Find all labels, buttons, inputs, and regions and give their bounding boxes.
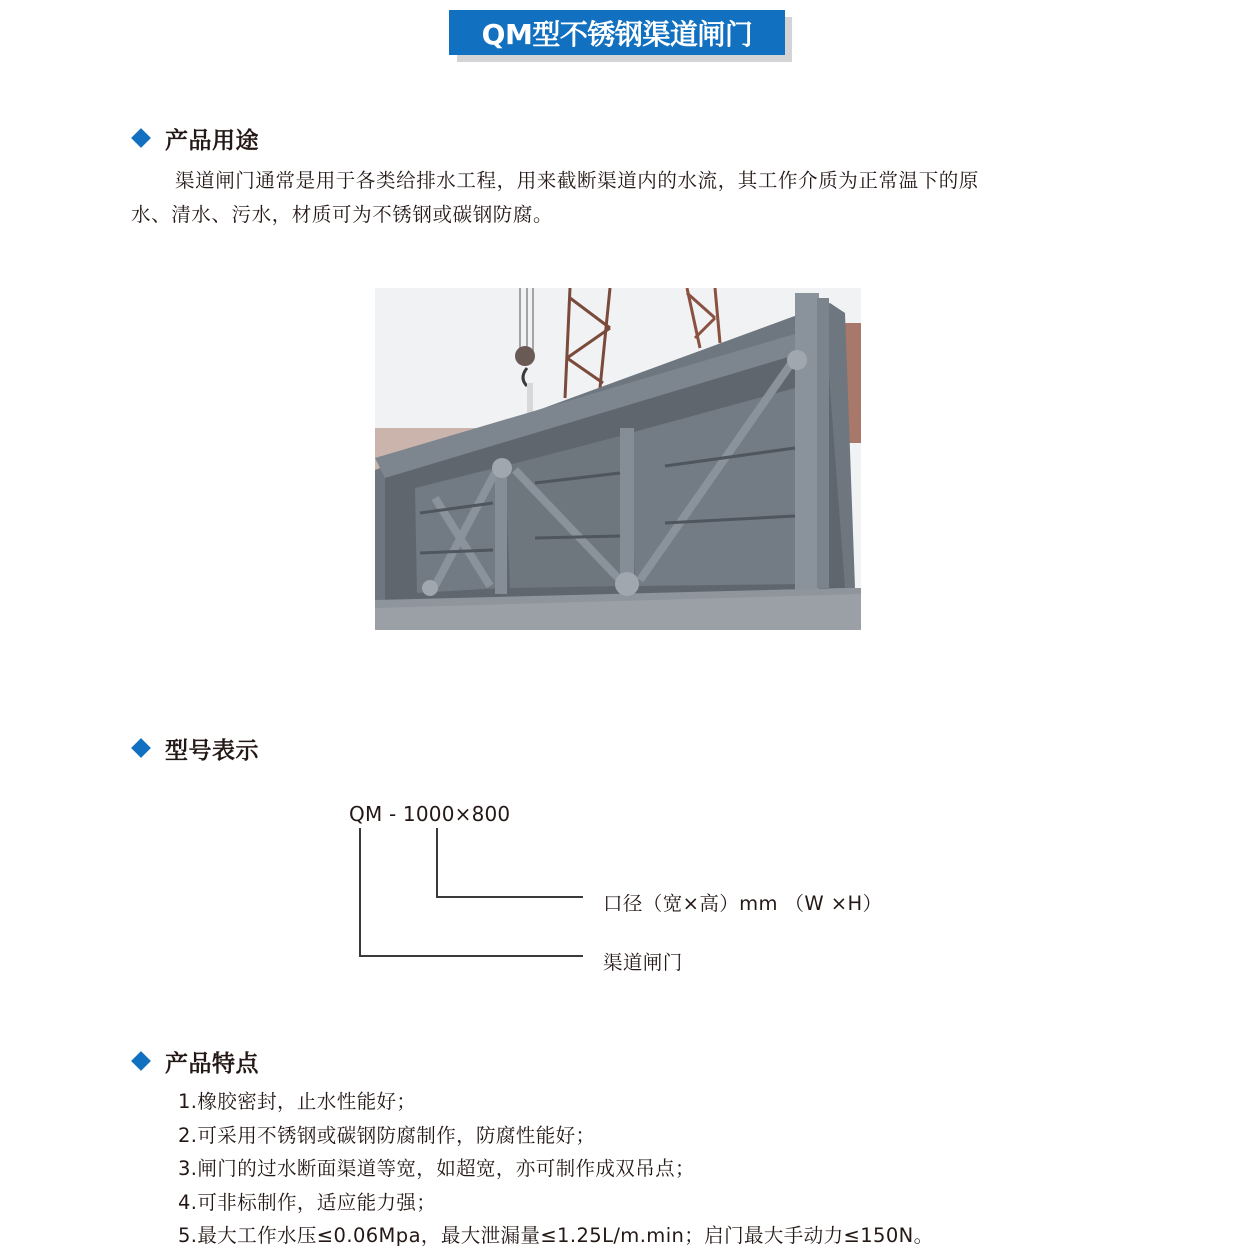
connector-line-size-vertical (436, 828, 438, 897)
connector-line-type-vertical (359, 828, 361, 957)
connector-line-size-horizontal (436, 896, 583, 898)
feature-item: 2.可采用不锈钢或碳钢防腐制作，防腐性能好； (178, 1123, 596, 1147)
model-label-type: 渠道闸门 (603, 951, 683, 974)
feature-item: 5.最大工作水压≤0.06Mpa，最大泄漏量≤1.25L/m.min；启门最大手动力≤150N。 (178, 1224, 934, 1247)
feature-item: 3.闸门的过水断面渠道等宽，如超宽，亦可制作成双吊点； (178, 1157, 695, 1180)
diamond-bullet-icon (131, 128, 151, 148)
diamond-bullet-icon (131, 1051, 151, 1071)
section-heading-model (131, 733, 259, 763)
usage-paragraph (131, 164, 1071, 232)
section-title: 产品特点 (165, 1050, 259, 1077)
features-list (178, 1085, 934, 1253)
page-title: QM型不锈钢渠道闸门 (449, 10, 785, 55)
section-heading-usage (131, 123, 259, 153)
feature-item: 4.可非标制作，适应能力强； (178, 1190, 437, 1214)
model-code: QM - 1000×800 (349, 802, 511, 826)
product-photo (375, 288, 861, 630)
usage-line-1: 渠道闸门通常是用于各类给排水工程，用来截断渠道内的水流，其工作介质为正常温下的原 (175, 169, 980, 192)
connector-line-type-horizontal (359, 955, 583, 957)
diamond-bullet-icon (131, 738, 151, 758)
section-title: 产品用途 (165, 127, 259, 154)
section-title: 型号表示 (165, 737, 259, 764)
section-heading-features (131, 1046, 259, 1076)
feature-item: 1.橡胶密封，止水性能好； (178, 1090, 417, 1113)
model-label-size: 口径（宽×高）mm （W ×H） (603, 892, 883, 915)
usage-line-2: 水、清水、污水，材质可为不锈钢或碳钢防腐。 (131, 203, 554, 226)
